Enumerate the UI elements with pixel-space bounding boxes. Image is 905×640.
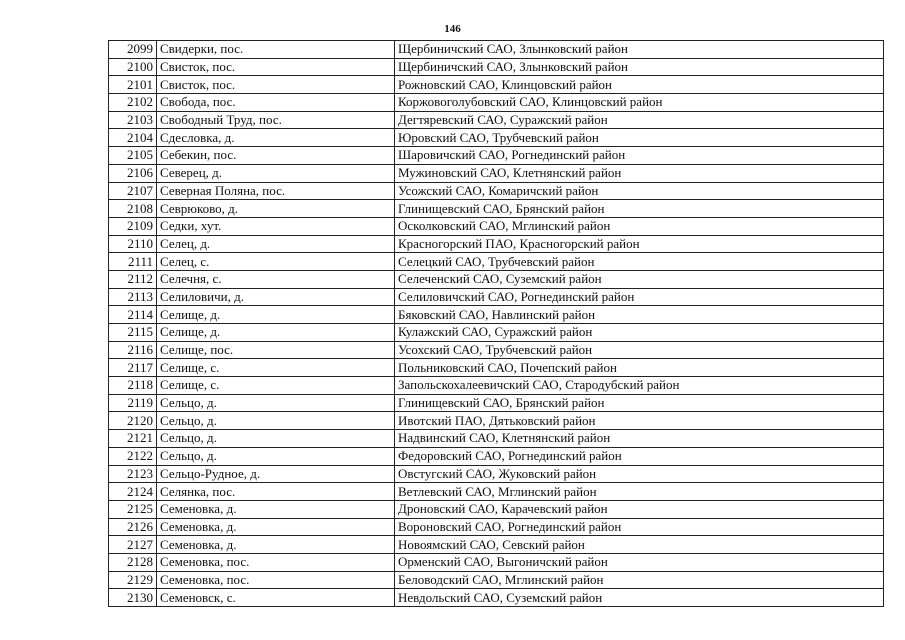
- table-row: [109, 58, 884, 76]
- settlement-table: [108, 40, 884, 607]
- row-number: 2118: [109, 377, 157, 395]
- settlement-name: Семеновка, д.: [157, 536, 395, 554]
- settlement-name: Сельцо-Рудное, д.: [157, 465, 395, 483]
- table-row: [109, 553, 884, 571]
- settlement-name: Северец, д.: [157, 164, 395, 182]
- row-number: 2104: [109, 129, 157, 147]
- table-row: [109, 412, 884, 430]
- row-number: 2121: [109, 430, 157, 448]
- table-row: [109, 571, 884, 589]
- district-name: Селеченский САО, Суземский район: [395, 270, 884, 288]
- settlement-name: Себекин, пос.: [157, 147, 395, 165]
- row-number: 2114: [109, 306, 157, 324]
- row-number: 2120: [109, 412, 157, 430]
- district-name: Польниковский САО, Почепский район: [395, 359, 884, 377]
- table-row: [109, 394, 884, 412]
- table-row: [109, 447, 884, 465]
- table-row: [109, 324, 884, 342]
- district-name: Красногорский ПАО, Красногорский район: [395, 235, 884, 253]
- table-row: [109, 359, 884, 377]
- table-row: [109, 182, 884, 200]
- row-number: 2122: [109, 447, 157, 465]
- settlement-name: Селечня, с.: [157, 270, 395, 288]
- page-number: 146: [444, 23, 461, 35]
- district-name: Ветлевский САО, Мглинский район: [395, 483, 884, 501]
- table-row: [109, 518, 884, 536]
- district-name: Щербиничский САО, Злынковский район: [395, 41, 884, 59]
- district-name: Федоровский САО, Рогнединский район: [395, 447, 884, 465]
- row-number: 2119: [109, 394, 157, 412]
- settlement-name: Селище, с.: [157, 377, 395, 395]
- settlement-name: Селище, пос.: [157, 341, 395, 359]
- district-name: Запольскохалеевичский САО, Стародубский район: [395, 377, 884, 395]
- district-name: Осколковский САО, Мглинский район: [395, 217, 884, 235]
- district-name: Щербиничский САО, Злынковский район: [395, 58, 884, 76]
- row-number: 2113: [109, 288, 157, 306]
- row-number: 2108: [109, 200, 157, 218]
- table-row: [109, 147, 884, 165]
- district-name: Селиловичский САО, Рогнединский район: [395, 288, 884, 306]
- row-number: 2130: [109, 589, 157, 607]
- district-name: Коржовоголубовский САО, Клинцовский район: [395, 94, 884, 112]
- settlement-name: Сельцо, д.: [157, 394, 395, 412]
- table-row: [109, 465, 884, 483]
- table-row: [109, 129, 884, 147]
- district-name: Беловодский САО, Мглинский район: [395, 571, 884, 589]
- settlement-name: Свобода, пос.: [157, 94, 395, 112]
- settlement-name: Селище, д.: [157, 306, 395, 324]
- settlement-name: Семеновка, д.: [157, 518, 395, 536]
- district-name: Бяковский САО, Навлинский район: [395, 306, 884, 324]
- settlement-name: Семеновка, д.: [157, 500, 395, 518]
- settlement-name: Седки, хут.: [157, 217, 395, 235]
- settlement-name: Селище, с.: [157, 359, 395, 377]
- settlement-name: Семеновск, с.: [157, 589, 395, 607]
- row-number: 2124: [109, 483, 157, 501]
- district-name: Надвинский САО, Клетнянский район: [395, 430, 884, 448]
- settlement-name: Сельцо, д.: [157, 430, 395, 448]
- table-row: [109, 536, 884, 554]
- district-name: Новоямский САО, Севский район: [395, 536, 884, 554]
- row-number: 2111: [109, 253, 157, 271]
- table-row: [109, 589, 884, 607]
- district-name: Вороновский САО, Рогнединский район: [395, 518, 884, 536]
- row-number: 2105: [109, 147, 157, 165]
- row-number: 2101: [109, 76, 157, 94]
- table-row: [109, 217, 884, 235]
- table-row: [109, 253, 884, 271]
- table-row: [109, 235, 884, 253]
- table-row: [109, 377, 884, 395]
- table-row: [109, 483, 884, 501]
- table-row: [109, 500, 884, 518]
- settlement-name: Сдесловка, д.: [157, 129, 395, 147]
- district-name: Юровский САО, Трубчевский район: [395, 129, 884, 147]
- district-name: Глинищевский САО, Брянский район: [395, 394, 884, 412]
- row-number: 2115: [109, 324, 157, 342]
- row-number: 2127: [109, 536, 157, 554]
- settlement-name: Сельцо, д.: [157, 447, 395, 465]
- row-number: 2125: [109, 500, 157, 518]
- row-number: 2106: [109, 164, 157, 182]
- district-name: Мужиновский САО, Клетнянский район: [395, 164, 884, 182]
- district-name: Селецкий САО, Трубчевский район: [395, 253, 884, 271]
- district-name: Дроновский САО, Карачевский район: [395, 500, 884, 518]
- settlement-name: Селец, д.: [157, 235, 395, 253]
- district-name: Глинищевский САО, Брянский район: [395, 200, 884, 218]
- settlement-name: Свободный Труд, пос.: [157, 111, 395, 129]
- table-row: [109, 306, 884, 324]
- row-number: 2112: [109, 270, 157, 288]
- table-row: [109, 41, 884, 59]
- table-row: [109, 164, 884, 182]
- settlement-name: Свисток, пос.: [157, 76, 395, 94]
- settlement-name: Северная Поляна, пос.: [157, 182, 395, 200]
- table-row: [109, 200, 884, 218]
- row-number: 2103: [109, 111, 157, 129]
- row-number: 2110: [109, 235, 157, 253]
- district-name: Невдольский САО, Суземский район: [395, 589, 884, 607]
- row-number: 2107: [109, 182, 157, 200]
- row-number: 2128: [109, 553, 157, 571]
- settlement-name: Свидерки, пос.: [157, 41, 395, 59]
- table-row: [109, 341, 884, 359]
- row-number: 2117: [109, 359, 157, 377]
- district-name: Ивотский ПАО, Дятьковский район: [395, 412, 884, 430]
- row-number: 2102: [109, 94, 157, 112]
- settlement-name: Семеновка, пос.: [157, 553, 395, 571]
- settlement-name: Сельцо, д.: [157, 412, 395, 430]
- settlement-name: Селянка, пос.: [157, 483, 395, 501]
- settlement-name: Севрюково, д.: [157, 200, 395, 218]
- row-number: 2126: [109, 518, 157, 536]
- settlement-name: Селиловичи, д.: [157, 288, 395, 306]
- row-number: 2109: [109, 217, 157, 235]
- district-name: Шаровичский САО, Рогнединский район: [395, 147, 884, 165]
- table-row: [109, 288, 884, 306]
- district-name: Дегтяревский САО, Суражский район: [395, 111, 884, 129]
- district-name: Овстугский САО, Жуковский район: [395, 465, 884, 483]
- table-row: [109, 94, 884, 112]
- settlement-name: Селец, с.: [157, 253, 395, 271]
- district-name: Рожновский САО, Клинцовский район: [395, 76, 884, 94]
- district-name: Усожский САО, Комаричский район: [395, 182, 884, 200]
- settlement-name: Селище, д.: [157, 324, 395, 342]
- district-name: Орменский САО, Выгоничский район: [395, 553, 884, 571]
- settlement-name: Семеновка, пос.: [157, 571, 395, 589]
- row-number: 2099: [109, 41, 157, 59]
- row-number: 2129: [109, 571, 157, 589]
- table-body: [109, 41, 884, 607]
- table-row: [109, 76, 884, 94]
- table-row: [109, 270, 884, 288]
- table-row: [109, 111, 884, 129]
- row-number: 2116: [109, 341, 157, 359]
- row-number: 2100: [109, 58, 157, 76]
- district-name: Усохский САО, Трубчевский район: [395, 341, 884, 359]
- table-row: [109, 430, 884, 448]
- row-number: 2123: [109, 465, 157, 483]
- district-name: Кулажский САО, Суражский район: [395, 324, 884, 342]
- settlement-name: Свисток, пос.: [157, 58, 395, 76]
